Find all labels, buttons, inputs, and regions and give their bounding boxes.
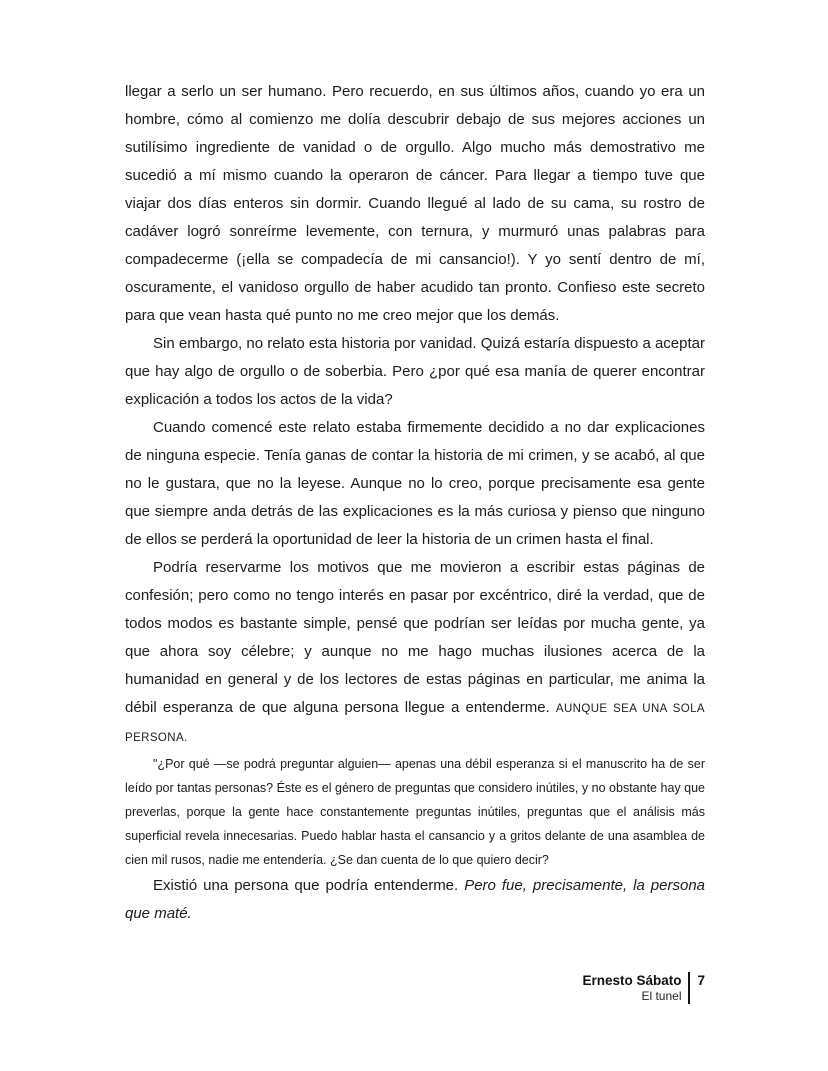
page-footer [582, 972, 705, 1004]
paragraph-4-smallcaps-text: AUNQUE SEA UNA SOLA PERSONA. [125, 703, 706, 744]
paragraph-4 [125, 554, 705, 752]
paragraph-3: Cuando comencé este relato estaba firmemente decidido a no dar explicaciones de ninguna especie. Tenía ganas de contar la historia de mi crimen, y se acabó, al que no le gustara, que no la leyese. Aunque no lo creo, porque precisamente esa gente que siempre anda detrás de las explicaciones es la más curiosa y pienso que ninguno de ellos se perderá la oportunidad de leer la historia de un crimen hasta el final. [125, 419, 705, 548]
paragraph-6-italic-text: Pero fue, precisamente, la persona que maté. [125, 877, 706, 922]
page-body-text [125, 78, 705, 928]
paragraph-5-footnote: "¿Por qué —se podrá preguntar alguien— apenas una débil esperanza si el manuscrito ha de ser leído por tantas personas? Éste es el género de preguntas que considero inútiles, y no obstante hay que preverlas, porque la gente hace constantemente preguntas inútiles, preguntas que el análisis más superficial revela innecesarias. Puedo hablar hasta el cansancio y a gritos delante de una asamblea de cien mil rusos, nadie me entendería. ¿Se dan cuenta de lo que quiero decir? [125, 757, 705, 867]
footer-author-name: Ernesto Sábato [582, 973, 682, 988]
footer-book-title: El tunel [641, 989, 682, 1003]
paragraph-2: Sin embargo, no relato esta historia por vanidad. Quizá estaría dispuesto a aceptar que hay algo de orgullo o de soberbia. Pero ¿por qué esa manía de querer encontrar explicación a todos los actos de la vida? [125, 335, 705, 408]
paragraph-1: llegar a serlo un ser humano. Pero recuerdo, en sus últimos años, cuando yo era un hombre, cómo al comienzo me dolía descubrir debajo de sus mejores acciones un sutilísimo ingrediente de vanidad o de orgullo. Algo mucho más demostrativo me sucedió a mí mismo cuando la operaron de cáncer. Para llegar a tiempo tuve que viajar dos días enteros sin dormir. Cuando llegué al lado de su cama, su rostro de cadáver logró sonreírme levemente, con ternura, y murmuró unas palabras para compadecerme (¡ella se compadecía de mi cansancio!). Y yo sentí dentro de mí, oscuramente, el vanidoso orgullo de haber acudido tan pronto. Confieso este secreto para que vean hasta qué punto no me creo mejor que los demás. [125, 83, 705, 324]
footer-page-number: 7 [697, 973, 705, 988]
paragraph-6 [125, 872, 705, 928]
paragraph-4-main-text: Podría reservarme los motivos que me movieron a escribir estas páginas de confesión; pero como no tengo interés en pasar por excéntrico, diré la verdad, que de todos modos es bastante simple, pensé que podrían ser leídas por mucha gente, ya que ahora soy célebre; y aunque no me hago muchas ilusiones acerca de la humanidad en general y de los lectores de estas páginas en particular, me anima la débil esperanza de que alguna persona llegue a entenderme. [125, 559, 705, 716]
paragraph-6-lead-text: Existió una persona que podría entenderme. [153, 877, 465, 894]
footer-text-block [582, 972, 688, 1004]
